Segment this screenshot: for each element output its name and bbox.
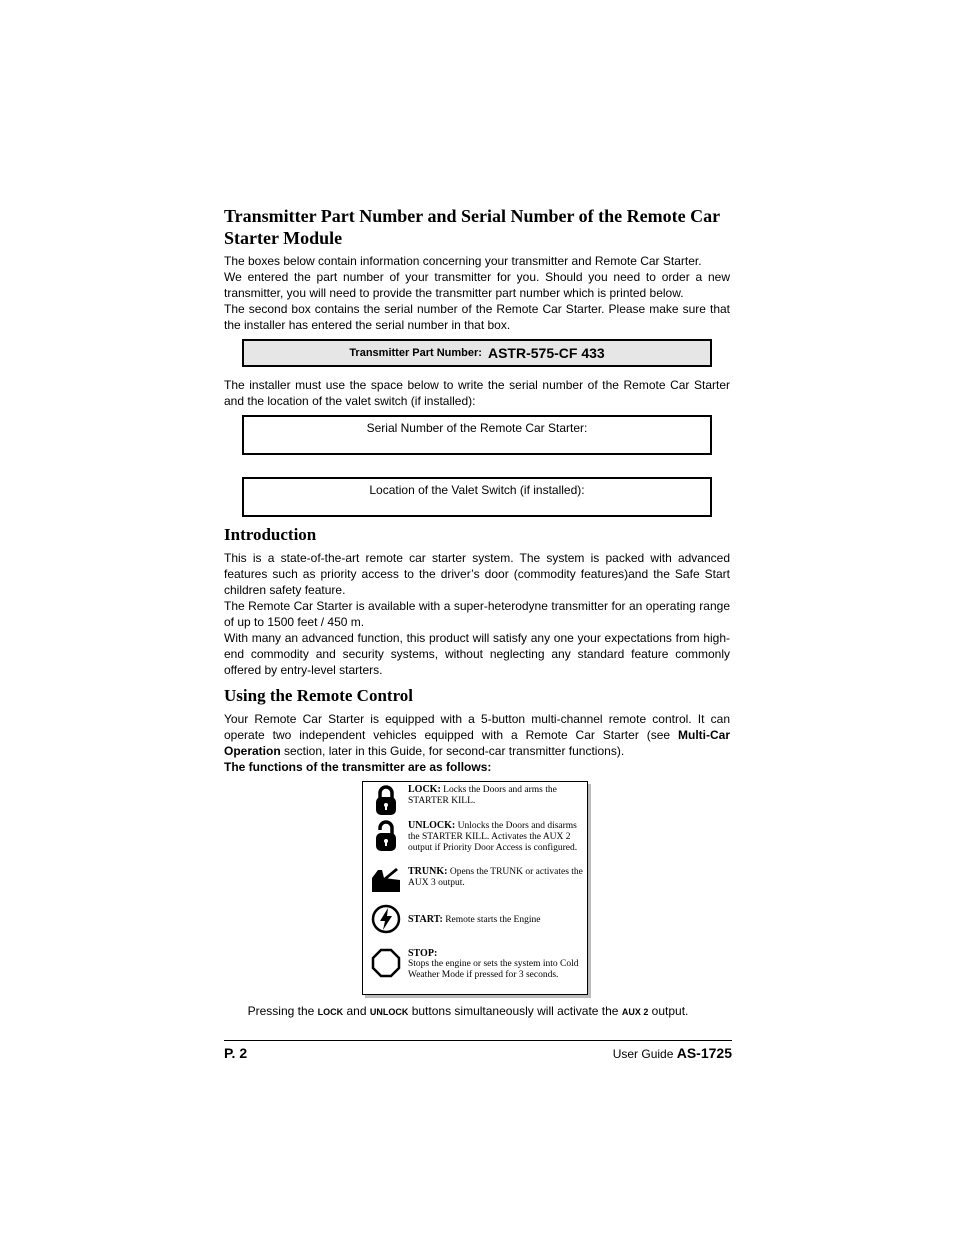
part-number-box [242,339,712,367]
trunk-icon [370,866,402,894]
unlock-icon [375,820,397,852]
function-lock: LOCK: Locks the Doors and arms the STARTER KILL. [369,784,587,820]
valet-switch-box [242,477,712,517]
serial-number-box [242,415,712,455]
paragraph: The Remote Car Starter is available with a super-heterodyne transmitter for an operating range of up to 1500 feet / 450 m. [224,599,730,629]
lightning-icon [371,904,401,934]
function-stop: STOP: Stops the engine or sets the system into Cold Weather Mode if pressed for 3 seconds. [369,948,587,992]
lock-icon [375,784,397,816]
page-number: P. 2 [224,1045,248,1061]
function-trunk: TRUNK: Opens the TRUNK or activates the AUX 3 output. [369,866,587,904]
section-title-part-number: Transmitter Part Number and Serial Number of the Remote Car Starter Module [224,206,720,248]
paragraph: We entered the part number of your transmitter for you. Should you need to order a new transmitter, you will need to provide the transmitter part number which is printed below. [224,270,730,300]
paragraph: The second box contains the serial number of the Remote Car Starter. Please make sure that the installer has entered the serial number in that box. [224,302,730,332]
guide-name: User Guide AS-1725 [612,1045,732,1061]
function-unlock: UNLOCK: Unlocks the Doors and disarms the STARTER KILL. Activates the AUX 2 output if Priority Door Access is configured. [369,820,587,866]
serial-number-label: Serial Number of the Remote Car Starter: [366,421,588,435]
paragraph: With many an advanced function, this product will satisfy any one your expectations from high-end commodity and security systems, without neglecting any standard feature commonly offered by entry-level starters. [224,631,730,677]
valet-switch-label: Location of the Valet Switch (if installed): [369,483,585,497]
transmitter-functions-figure [362,781,588,995]
function-start: START: Remote starts the Engine [369,904,587,948]
section-title-remote-control: Using the Remote Control [224,686,414,705]
lock-unlock-note: Pressing the LOCK and UNLOCK buttons simultaneously will activate the AUX 2 output. [247,1004,689,1018]
multi-car-operation-ref: Multi-Car Operation [224,728,730,758]
paragraph: Your Remote Car Starter is equipped with a 5-button multi-channel remote control. It can operate two independent vehicles equipped with a Remote Car Starter (see Multi-Car Operation section, later in this Guide, for second-car transmitter functions). [224,712,730,758]
paragraph: The boxes below contain information concerning your transmitter and Remote Car Starter. [224,254,702,268]
functions-heading: The functions of the transmitter are as follows: [224,760,492,774]
part-number-value: ASTR-575-CF 433 [487,345,605,361]
part-number-label: Transmitter Part Number: [349,347,482,359]
page-content [224,205,730,1020]
paragraph: This is a state-of-the-art remote car starter system. The system is packed with advanced features such as priority access to the driver’s door (commodity features)and the Safe Start children safety feature. [224,551,730,597]
model-number: AS-1725 [676,1045,732,1061]
page-footer [224,1040,732,1061]
section-title-introduction: Introduction [224,525,317,544]
installer-note: The installer must use the space below to write the serial number of the Remote Car Starter and the location of the valet switch (if installed): [224,378,730,408]
stop-icon [371,948,401,978]
